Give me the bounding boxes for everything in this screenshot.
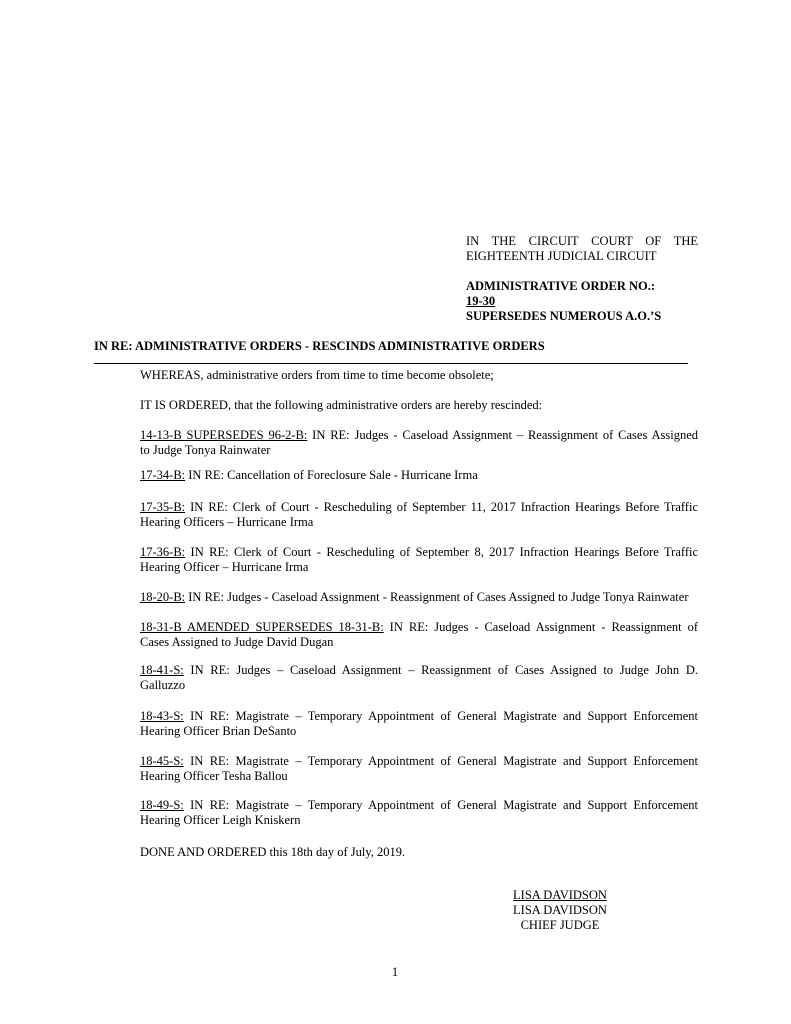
order-line-2: Galluzzo <box>140 678 186 692</box>
order-line-1 <box>140 500 698 515</box>
order-line-2: Hearing Officer Brian DeSanto <box>140 724 297 738</box>
court-line-1: IN THE CIRCUIT COURT OF THE <box>466 234 698 248</box>
order-text: IN RE: Judges - Caseload Assignment – Reassignment of Cases Assigned <box>307 428 698 442</box>
order-line-2: Hearing Officer Tesha Ballou <box>140 769 288 783</box>
order-text: IN RE: Magistrate – Temporary Appointment of General Magistrate and Support Enforcement <box>183 798 698 812</box>
order-line-1 <box>140 663 698 678</box>
rescinded-order-item <box>140 709 698 739</box>
order-reference: 17-35-B: <box>140 500 186 514</box>
rescinded-order-item <box>140 590 698 605</box>
order-text: IN RE: Magistrate – Temporary Appointment of General Magistrate and Support Enforcement <box>183 709 698 723</box>
order-line-2: Cases Assigned to Judge David Dugan <box>140 635 334 649</box>
order-line-1 <box>140 754 698 769</box>
order-reference: 18-41-S: <box>140 663 184 677</box>
order-reference: 18-31-B AMENDED SUPERSEDES 18-31-B: <box>140 620 384 634</box>
signature-signed: LISA DAVIDSON <box>513 888 607 902</box>
order-line-1 <box>140 428 698 443</box>
order-reference: 18-20-B: <box>140 590 186 604</box>
rescinded-order-item <box>140 468 698 483</box>
court-line-2: EIGHTEENTH JUDICIAL CIRCUIT <box>466 249 657 263</box>
order-line-1 <box>140 620 698 635</box>
order-text: IN RE: Judges - Caseload Assignment - Reassignment of <box>383 620 698 634</box>
whereas-paragraph: WHEREAS, administrative orders from time to time become obsolete; <box>140 368 494 382</box>
order-line-1 <box>140 545 698 560</box>
order-text: IN RE: Cancellation of Foreclosure Sale - Hurricane Irma <box>185 468 478 482</box>
order-reference: 18-45-S: <box>140 754 184 768</box>
page-number: 1 <box>391 965 399 979</box>
rescinded-order-item <box>140 754 698 784</box>
order-text: IN RE: Clerk of Court - Rescheduling of September 8, 2017 Infraction Hearings Before Traffic <box>185 545 698 559</box>
signature-title: CHIEF JUDGE <box>520 918 600 932</box>
title-divider <box>94 363 688 364</box>
order-reference: 18-43-S: <box>140 709 184 723</box>
order-line-1 <box>140 590 698 605</box>
in-re-title: IN RE: ADMINISTRATIVE ORDERS - RESCINDS ADMINISTRATIVE ORDERS <box>94 339 545 353</box>
rescinded-order-item <box>140 620 698 650</box>
order-reference: 18-49-S: <box>140 798 184 812</box>
order-reference: 17-34-B: <box>140 468 186 482</box>
order-text: IN RE: Clerk of Court - Rescheduling of September 11, 2017 Infraction Hearings Before Traffic <box>185 500 698 514</box>
order-line-2: Hearing Officer – Hurricane Irma <box>140 560 309 574</box>
order-reference: 14-13-B SUPERSEDES 96-2-B: <box>140 428 308 442</box>
order-line-2: to Judge Tonya Rainwater <box>140 443 271 457</box>
order-line-1 <box>140 468 698 483</box>
caption-block <box>466 234 698 324</box>
ordered-paragraph: IT IS ORDERED, that the following administrative orders are hereby rescinded: <box>140 398 543 412</box>
signature-name: LISA DAVIDSON <box>513 903 607 917</box>
rescinded-order-item <box>140 798 698 828</box>
order-line-2: Hearing Officer Leigh Kniskern <box>140 813 301 827</box>
rescinded-order-item <box>140 545 698 575</box>
rescinded-order-item <box>140 500 698 530</box>
order-reference: 17-36-B: <box>140 545 186 559</box>
order-label: ADMINISTRATIVE ORDER NO.: <box>466 279 656 293</box>
rescinded-order-item <box>140 663 698 693</box>
order-text: IN RE: Judges – Caseload Assignment – Reassignment of Cases Assigned to Judge John D. <box>183 663 698 677</box>
order-number: 19-30 <box>466 294 496 308</box>
order-line-2: Hearing Officers – Hurricane Irma <box>140 515 314 529</box>
order-line-1 <box>140 798 698 813</box>
rescinded-order-item <box>140 428 698 458</box>
order-text: IN RE: Magistrate – Temporary Appointment of General Magistrate and Support Enforcement <box>183 754 698 768</box>
order-line-1 <box>140 709 698 724</box>
supersedes-line: SUPERSEDES NUMEROUS A.O.’S <box>466 309 662 323</box>
done-paragraph: DONE AND ORDERED this 18th day of July, 2019. <box>140 845 406 859</box>
order-text: IN RE: Judges - Caseload Assignment - Reassignment of Cases Assigned to Judge Tonya Rainwater <box>185 590 689 604</box>
